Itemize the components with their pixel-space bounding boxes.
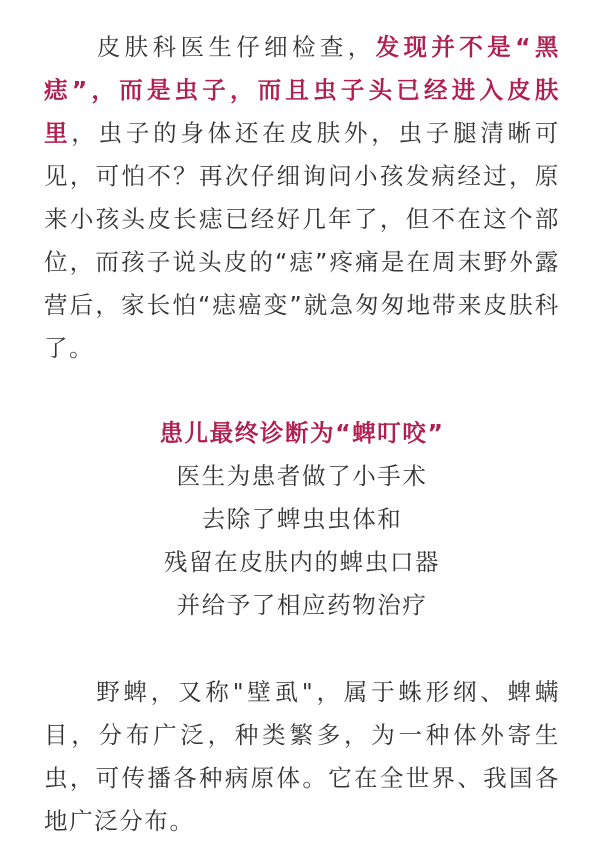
diagnosis-block	[44, 412, 560, 627]
paragraph-lead: 皮肤科医生仔细检查，	[94, 33, 376, 61]
paragraph-tick-info	[44, 671, 560, 843]
diagnosis-heading: 患儿最终诊断为“蜱叮咬”	[159, 419, 445, 447]
paragraph-examination	[44, 0, 560, 370]
paragraph-rest: ，虫子的身体还在皮肤外，虫子腿清晰可见，可怕不？再次仔细询问小孩发病经过，原来小孩头皮长痣已经好几年了，但不在这个部位，而孩子说头皮的“痣”疼痛是在周末野外露营后，家长怕“痣癌变”就急匆匆地带来皮肤科了。	[44, 119, 560, 362]
highlight-finding: 发现并不是“黑痣”，而是虫子，而且虫子头已经进入皮肤里	[44, 33, 560, 147]
diagnosis-line: 并给予了相应药物治疗	[176, 591, 428, 619]
diagnosis-line: 残留在皮肤内的蜱虫口器	[163, 548, 441, 576]
diagnosis-line: 医生为患者做了小手术	[176, 462, 428, 490]
article-body	[44, 0, 560, 843]
diagnosis-line: 去除了蜱虫虫体和	[201, 505, 403, 533]
tick-description: 野蜱，又称"壁虱"，属于蛛形纲、蜱螨目，分布广泛，种类繁多，为一种体外寄生虫，可传播各种病原体。它在全世界、我国各地广泛分布。	[44, 678, 560, 835]
